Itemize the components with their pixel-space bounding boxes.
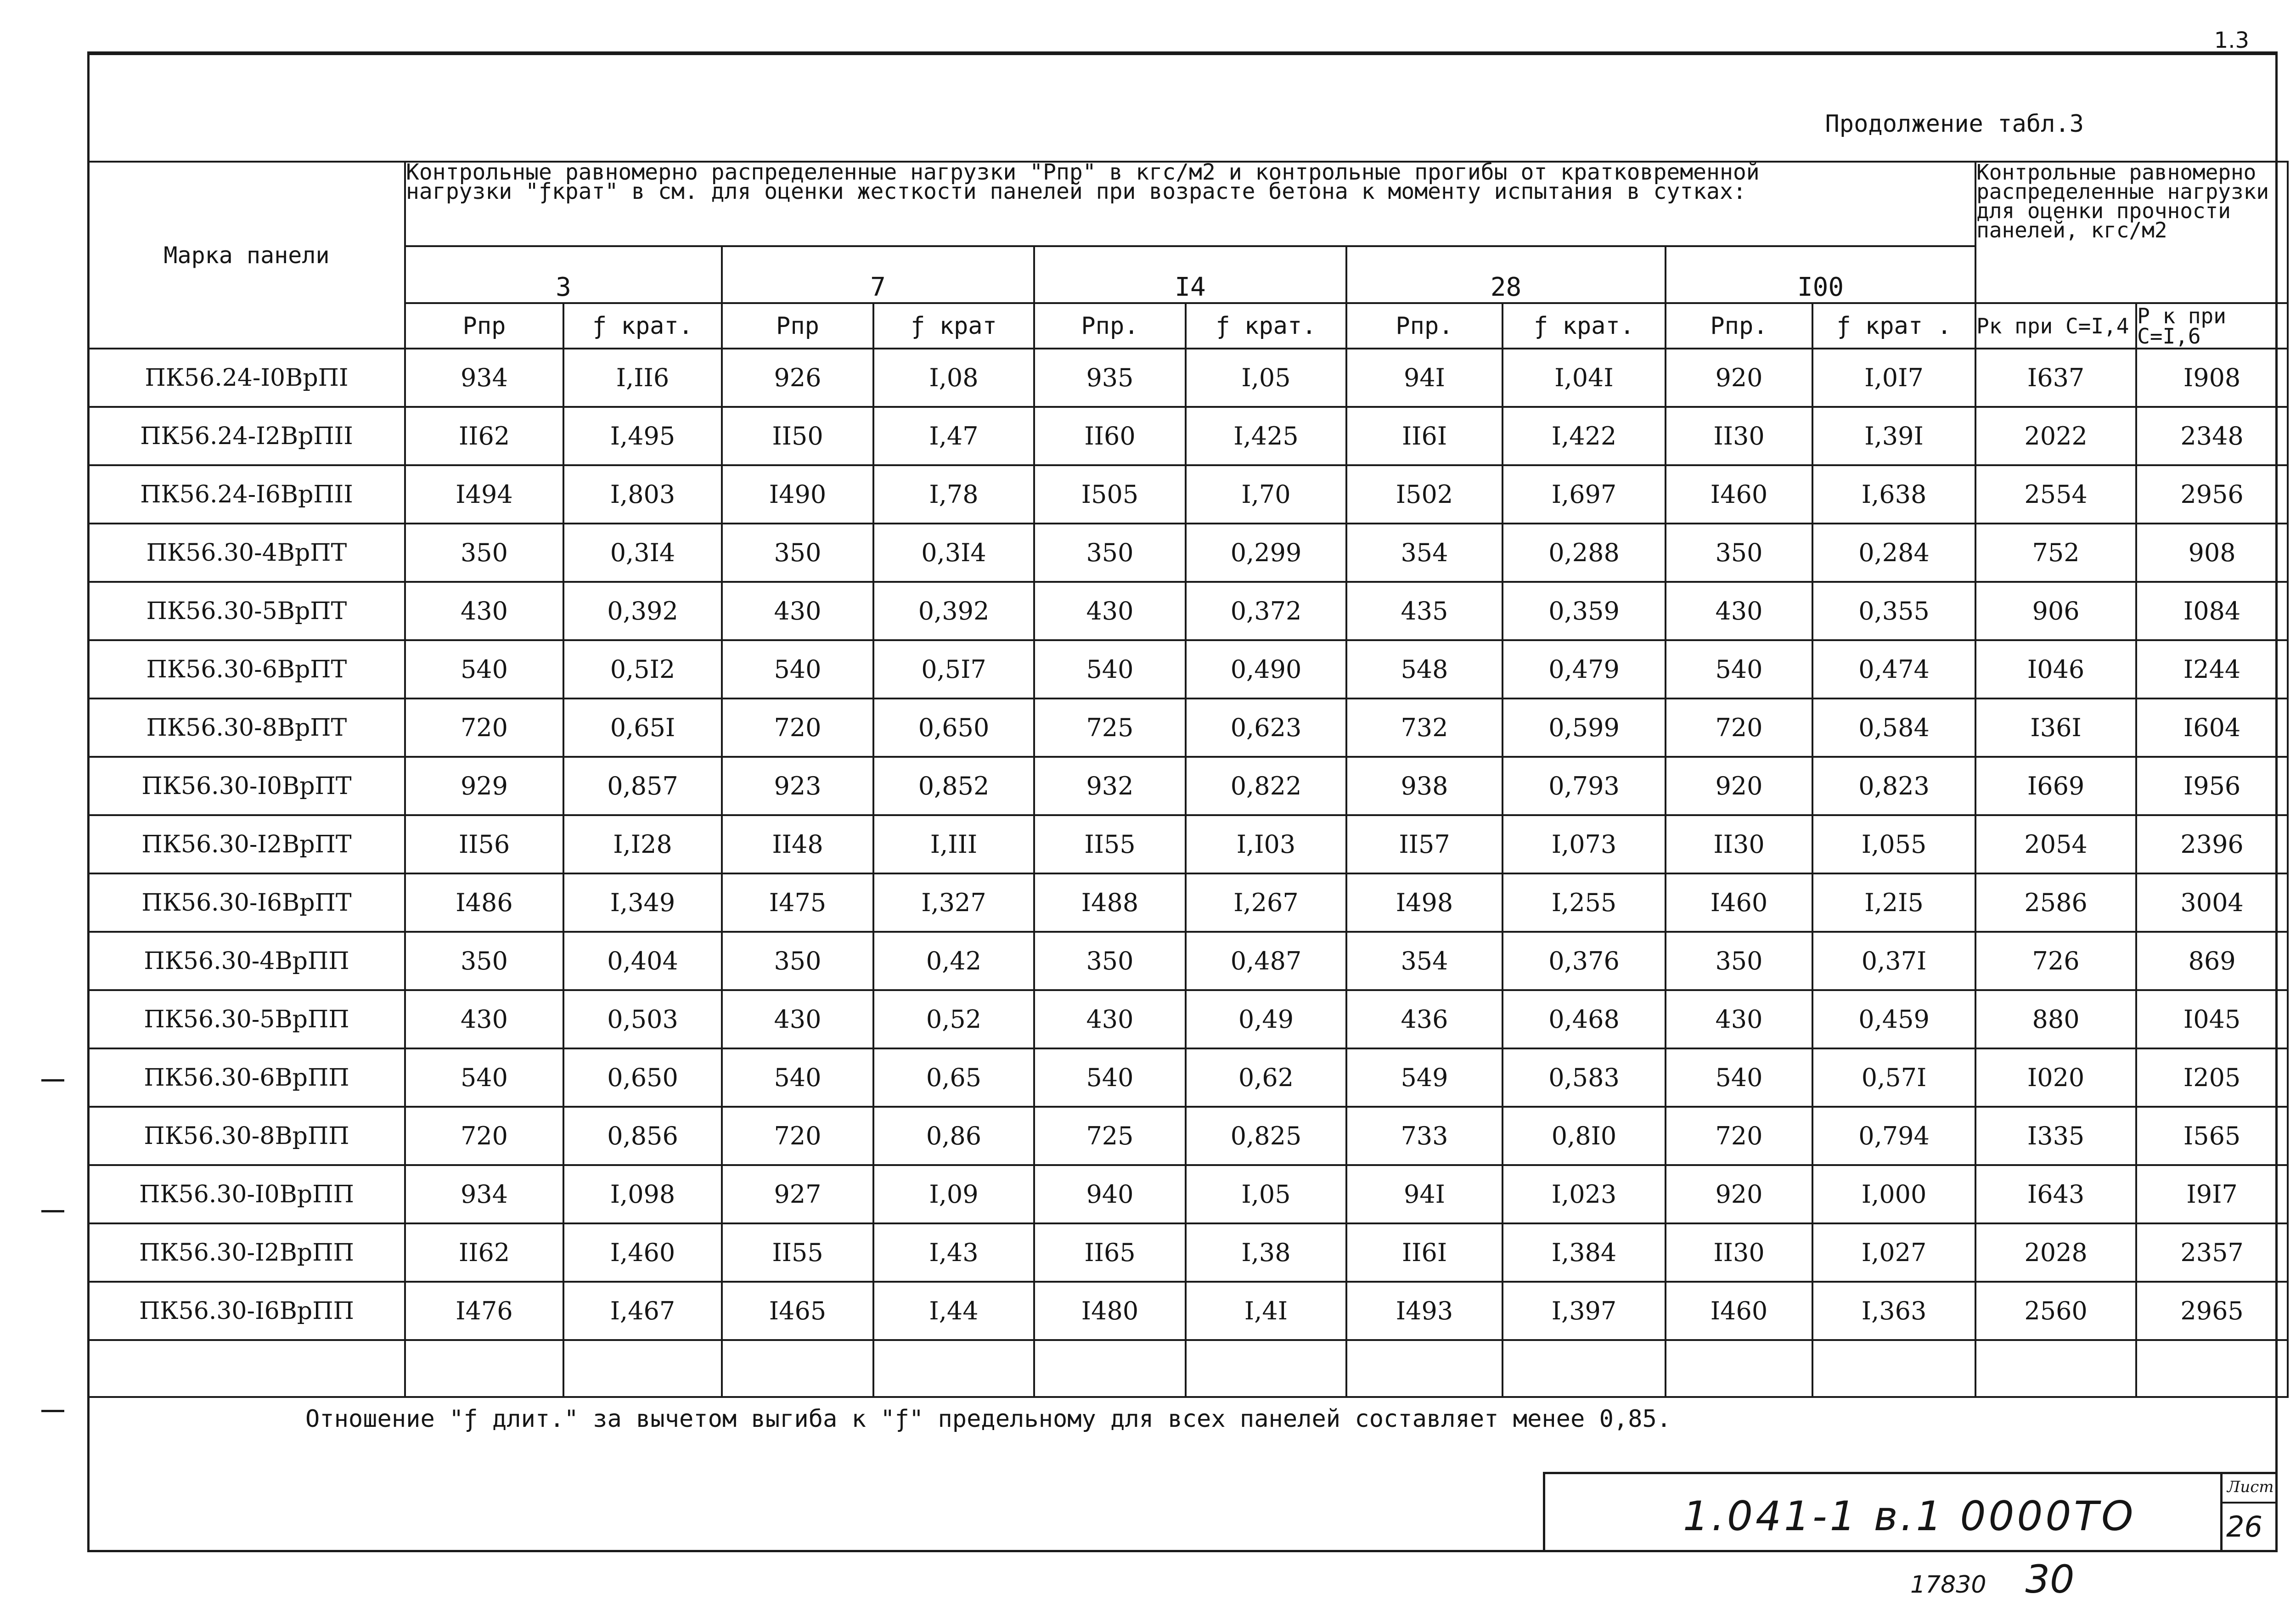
- value-cell: I494: [405, 465, 563, 524]
- table-row: [88, 1223, 2288, 1282]
- table-row: [88, 698, 2288, 757]
- panel-mark-cell: ПК56.24-I6ВрПII: [88, 465, 405, 524]
- age-header: 7: [722, 246, 1034, 303]
- value-cell: 2956: [2136, 465, 2288, 524]
- value-cell: II6I: [1346, 1223, 1503, 1282]
- margin-tick: [41, 1079, 64, 1082]
- value-cell: 0,3I4: [873, 524, 1034, 582]
- value-cell: 549: [1346, 1048, 1503, 1107]
- value-cell: I,4I: [1186, 1282, 1346, 1340]
- value-cell: II55: [1034, 815, 1186, 873]
- value-cell: 350: [405, 932, 563, 990]
- value-cell: I,05: [1186, 1165, 1346, 1223]
- empty-cell: [1975, 1340, 2136, 1397]
- table-row: [88, 582, 2288, 640]
- value-cell: 0,468: [1503, 990, 1666, 1048]
- value-cell: I045: [2136, 990, 2288, 1048]
- table-row: [88, 1165, 2288, 1223]
- deflection-subheader: ƒ крат: [873, 303, 1034, 349]
- value-cell: 430: [1666, 990, 1812, 1048]
- value-cell: 720: [1666, 698, 1812, 757]
- load-subheader: Рпр.: [1034, 303, 1186, 349]
- handwritten-marks: [1910, 1557, 2074, 1602]
- value-cell: 0,65I: [563, 698, 722, 757]
- empty-row: [88, 1340, 2288, 1397]
- empty-cell: [1503, 1340, 1666, 1397]
- deflection-subheader: ƒ крат.: [1503, 303, 1666, 349]
- table-row: [88, 407, 2288, 465]
- stiffness-header-line1: Контрольные равномерно распределенные нагрузки "Рпр" в кгс/м2 и контрольные прогибы от кратковременной: [406, 159, 1760, 185]
- value-cell: I604: [2136, 698, 2288, 757]
- value-cell: 732: [1346, 698, 1503, 757]
- value-cell: I,39I: [1812, 407, 1975, 465]
- value-cell: I046: [1975, 640, 2136, 698]
- value-cell: I498: [1346, 873, 1503, 932]
- table-row: [88, 524, 2288, 582]
- value-cell: 0,503: [563, 990, 722, 1048]
- table-row: [88, 640, 2288, 698]
- value-cell: 880: [1975, 990, 2136, 1048]
- value-cell: I,78: [873, 465, 1034, 524]
- value-cell: 548: [1346, 640, 1503, 698]
- value-cell: I,05: [1186, 349, 1346, 407]
- value-cell: I502: [1346, 465, 1503, 524]
- value-cell: I460: [1666, 1282, 1812, 1340]
- value-cell: 94I: [1346, 349, 1503, 407]
- value-cell: I643: [1975, 1165, 2136, 1223]
- value-cell: 920: [1666, 349, 1812, 407]
- value-cell: 0,8I0: [1503, 1107, 1666, 1165]
- value-cell: I,023: [1503, 1165, 1666, 1223]
- value-cell: 0,474: [1812, 640, 1975, 698]
- value-cell: II62: [405, 1223, 563, 1282]
- value-cell: I,697: [1503, 465, 1666, 524]
- value-cell: 0,359: [1503, 582, 1666, 640]
- value-cell: 934: [405, 1165, 563, 1223]
- value-cell: 2396: [2136, 815, 2288, 873]
- value-cell: I,II6: [563, 349, 722, 407]
- value-cell: II48: [722, 815, 873, 873]
- value-cell: I,027: [1812, 1223, 1975, 1282]
- value-cell: 0,793: [1503, 757, 1666, 815]
- value-cell: 0,5I2: [563, 640, 722, 698]
- load-subheader: Рпр.: [1666, 303, 1812, 349]
- value-cell: 350: [1666, 932, 1812, 990]
- value-cell: I476: [405, 1282, 563, 1340]
- value-cell: I,495: [563, 407, 722, 465]
- value-cell: 0,5I7: [873, 640, 1034, 698]
- value-cell: 720: [405, 698, 563, 757]
- empty-cell: [1034, 1340, 1186, 1397]
- value-cell: II30: [1666, 1223, 1812, 1282]
- value-cell: 0,479: [1503, 640, 1666, 698]
- value-cell: 0,857: [563, 757, 722, 815]
- value-cell: I,073: [1503, 815, 1666, 873]
- value-cell: 540: [405, 640, 563, 698]
- value-cell: 436: [1346, 990, 1503, 1048]
- value-cell: I,255: [1503, 873, 1666, 932]
- value-cell: I,09: [873, 1165, 1034, 1223]
- table-row: [88, 465, 2288, 524]
- value-cell: 908: [2136, 524, 2288, 582]
- value-cell: I084: [2136, 582, 2288, 640]
- value-cell: 430: [722, 990, 873, 1048]
- value-cell: 0,57I: [1812, 1048, 1975, 1107]
- age-header: I4: [1034, 246, 1346, 303]
- value-cell: I908: [2136, 349, 2288, 407]
- value-cell: I36I: [1975, 698, 2136, 757]
- value-cell: II6I: [1346, 407, 1503, 465]
- margin-tick: [41, 1210, 64, 1212]
- value-cell: 350: [405, 524, 563, 582]
- value-cell: 725: [1034, 698, 1186, 757]
- value-cell: II65: [1034, 1223, 1186, 1282]
- value-cell: 929: [405, 757, 563, 815]
- panel-mark-cell: ПК56.24-I0ВрПI: [88, 349, 405, 407]
- empty-cell: [563, 1340, 722, 1397]
- value-cell: 540: [1034, 1048, 1186, 1107]
- value-cell: I205: [2136, 1048, 2288, 1107]
- table-row: [88, 1282, 2288, 1340]
- value-cell: I,43: [873, 1223, 1034, 1282]
- value-cell: I,349: [563, 873, 722, 932]
- value-cell: I,460: [563, 1223, 722, 1282]
- age-header: 28: [1346, 246, 1666, 303]
- value-cell: 0,299: [1186, 524, 1346, 582]
- value-cell: I,384: [1503, 1223, 1666, 1282]
- value-cell: 923: [722, 757, 873, 815]
- value-cell: 2054: [1975, 815, 2136, 873]
- value-cell: I,267: [1186, 873, 1346, 932]
- value-cell: I465: [722, 1282, 873, 1340]
- value-cell: 938: [1346, 757, 1503, 815]
- value-cell: 726: [1975, 932, 2136, 990]
- footnote: Отношение "ƒ длит." за вычетом выгиба к "ƒ" предельному для всех панелей составляет менее 0,85.: [305, 1405, 1671, 1433]
- value-cell: 2022: [1975, 407, 2136, 465]
- value-cell: 350: [1034, 524, 1186, 582]
- value-cell: 0,490: [1186, 640, 1346, 698]
- value-cell: 430: [1034, 582, 1186, 640]
- inventory-number: 17830: [1910, 1571, 1986, 1599]
- value-cell: 2348: [2136, 407, 2288, 465]
- value-cell: 0,37I: [1812, 932, 1975, 990]
- value-cell: 0,288: [1503, 524, 1666, 582]
- value-cell: II62: [405, 407, 563, 465]
- sheet-label: Лист: [2227, 1478, 2274, 1496]
- value-cell: 720: [1666, 1107, 1812, 1165]
- strength-subheader: Р к при С=I,6: [2136, 303, 2288, 349]
- value-cell: I,327: [873, 873, 1034, 932]
- value-cell: I,425: [1186, 407, 1346, 465]
- value-cell: I460: [1666, 465, 1812, 524]
- empty-cell: [722, 1340, 873, 1397]
- value-cell: I475: [722, 873, 873, 932]
- value-cell: I,I03: [1186, 815, 1346, 873]
- value-cell: I,055: [1812, 815, 1975, 873]
- value-cell: 94I: [1346, 1165, 1503, 1223]
- value-cell: 2357: [2136, 1223, 2288, 1282]
- age-header: 3: [405, 246, 722, 303]
- value-cell: I020: [1975, 1048, 2136, 1107]
- table-row: [88, 873, 2288, 932]
- panel-mark-cell: ПК56.30-6ВрПП: [88, 1048, 405, 1107]
- value-cell: I669: [1975, 757, 2136, 815]
- value-cell: 0,584: [1812, 698, 1975, 757]
- value-cell: I956: [2136, 757, 2288, 815]
- value-cell: 540: [722, 640, 873, 698]
- value-cell: 430: [1034, 990, 1186, 1048]
- load-table: [87, 161, 2289, 1398]
- panel-mark-cell: ПК56.30-5ВрПТ: [88, 582, 405, 640]
- panel-mark-cell: ПК56.30-4ВрПП: [88, 932, 405, 990]
- value-cell: 430: [405, 990, 563, 1048]
- empty-cell: [1812, 1340, 1975, 1397]
- value-cell: I,08: [873, 349, 1034, 407]
- value-cell: I,363: [1812, 1282, 1975, 1340]
- value-cell: I480: [1034, 1282, 1186, 1340]
- value-cell: II57: [1346, 815, 1503, 873]
- value-cell: I,44: [873, 1282, 1034, 1340]
- value-cell: 2028: [1975, 1223, 2136, 1282]
- value-cell: 720: [405, 1107, 563, 1165]
- value-cell: 0,49: [1186, 990, 1346, 1048]
- value-cell: 0,62: [1186, 1048, 1346, 1107]
- sheet-box: [2220, 1474, 2278, 1552]
- value-cell: II60: [1034, 407, 1186, 465]
- stiffness-header: [405, 159, 1975, 246]
- value-cell: I,467: [563, 1282, 722, 1340]
- value-cell: II30: [1666, 407, 1812, 465]
- age-header: I00: [1666, 246, 1975, 303]
- value-cell: I486: [405, 873, 563, 932]
- panel-mark-cell: ПК56.30-5ВрПП: [88, 990, 405, 1048]
- value-cell: 0,372: [1186, 582, 1346, 640]
- value-cell: I637: [1975, 349, 2136, 407]
- panel-mark-cell: ПК56.30-I6ВрПП: [88, 1282, 405, 1340]
- empty-cell: [405, 1340, 563, 1397]
- value-cell: 2965: [2136, 1282, 2288, 1340]
- strength-header: Контрольные равномерно распределенные нагрузки для оценки прочности панелей, кгс/м2: [1975, 162, 2288, 303]
- sheet-divider: [2223, 1502, 2278, 1504]
- value-cell: I,47: [873, 407, 1034, 465]
- value-cell: 0,392: [563, 582, 722, 640]
- value-cell: II55: [722, 1223, 873, 1282]
- value-cell: 920: [1666, 1165, 1812, 1223]
- mark-header: Марка панели: [88, 162, 405, 349]
- value-cell: 2586: [1975, 873, 2136, 932]
- title-block: [1543, 1472, 2278, 1552]
- deflection-subheader: ƒ крат.: [563, 303, 722, 349]
- table-row: [88, 1048, 2288, 1107]
- value-cell: 430: [1666, 582, 1812, 640]
- value-cell: 3004: [2136, 873, 2288, 932]
- value-cell: 350: [722, 932, 873, 990]
- stiffness-header-line2: нагрузки "ƒкрат" в см. для оценки жесткости панелей при возрасте бетона к моменту испытания в сутках:: [406, 179, 1746, 204]
- value-cell: I,803: [563, 465, 722, 524]
- value-cell: 0,65: [873, 1048, 1034, 1107]
- document-code: 1.041-1 в.1 0000ТО: [1683, 1493, 2136, 1540]
- value-cell: I335: [1975, 1107, 2136, 1165]
- value-cell: 430: [405, 582, 563, 640]
- value-cell: 0,623: [1186, 698, 1346, 757]
- value-cell: II30: [1666, 815, 1812, 873]
- value-cell: I,70: [1186, 465, 1346, 524]
- value-cell: 725: [1034, 1107, 1186, 1165]
- panel-mark-cell: ПК56.30-8ВрПП: [88, 1107, 405, 1165]
- deflection-subheader: ƒ крат .: [1812, 303, 1975, 349]
- load-subheader: Рпр.: [1346, 303, 1503, 349]
- value-cell: I,397: [1503, 1282, 1666, 1340]
- continuation-label: Продолжение табл.3: [1825, 110, 2084, 138]
- panel-mark-cell: ПК56.30-6ВрПТ: [88, 640, 405, 698]
- value-cell: 720: [722, 1107, 873, 1165]
- value-cell: 0,583: [1503, 1048, 1666, 1107]
- value-cell: I,638: [1812, 465, 1975, 524]
- empty-cell: [1666, 1340, 1812, 1397]
- table-row: [88, 349, 2288, 407]
- value-cell: 926: [722, 349, 873, 407]
- page-number: 30: [2025, 1557, 2075, 1602]
- value-cell: 935: [1034, 349, 1186, 407]
- value-cell: 0,42: [873, 932, 1034, 990]
- deflection-subheader: ƒ крат.: [1186, 303, 1346, 349]
- value-cell: 927: [722, 1165, 873, 1223]
- panel-mark-cell: ПК56.30-I2ВрПТ: [88, 815, 405, 873]
- value-cell: 0,650: [873, 698, 1034, 757]
- value-cell: I,04I: [1503, 349, 1666, 407]
- value-cell: 0,825: [1186, 1107, 1346, 1165]
- value-cell: 540: [405, 1048, 563, 1107]
- panel-mark-cell: ПК56.30-8ВрПТ: [88, 698, 405, 757]
- value-cell: 0,284: [1812, 524, 1975, 582]
- table-row: [88, 1107, 2288, 1165]
- value-cell: I244: [2136, 640, 2288, 698]
- value-cell: I,III: [873, 815, 1034, 873]
- value-cell: 0,52: [873, 990, 1034, 1048]
- panel-mark-cell: ПК56.30-I0ВрПТ: [88, 757, 405, 815]
- panel-mark-cell: ПК56.30-I6ВрПТ: [88, 873, 405, 932]
- value-cell: 0,794: [1812, 1107, 1975, 1165]
- value-cell: I,422: [1503, 407, 1666, 465]
- value-cell: 869: [2136, 932, 2288, 990]
- value-cell: 354: [1346, 932, 1503, 990]
- value-cell: 354: [1346, 524, 1503, 582]
- empty-cell: [1186, 1340, 1346, 1397]
- panel-mark-cell: ПК56.24-I2ВрПII: [88, 407, 405, 465]
- value-cell: 920: [1666, 757, 1812, 815]
- value-cell: 0,355: [1812, 582, 1975, 640]
- table-row: [88, 990, 2288, 1048]
- corner-mark: 1.3: [2214, 28, 2249, 53]
- panel-mark-cell: ПК56.30-4ВрПТ: [88, 524, 405, 582]
- strength-subheader: Рк при С=I,4: [1975, 303, 2136, 349]
- load-subheader: Рпр: [405, 303, 563, 349]
- value-cell: 0,852: [873, 757, 1034, 815]
- value-cell: 350: [722, 524, 873, 582]
- value-cell: 540: [1666, 1048, 1812, 1107]
- value-cell: 0,404: [563, 932, 722, 990]
- value-cell: I565: [2136, 1107, 2288, 1165]
- value-cell: I460: [1666, 873, 1812, 932]
- value-cell: 540: [1034, 640, 1186, 698]
- value-cell: 934: [405, 349, 563, 407]
- value-cell: I,0I7: [1812, 349, 1975, 407]
- empty-cell: [873, 1340, 1034, 1397]
- value-cell: 0,599: [1503, 698, 1666, 757]
- value-cell: I,38: [1186, 1223, 1346, 1282]
- value-cell: I493: [1346, 1282, 1503, 1340]
- value-cell: 350: [1666, 524, 1812, 582]
- table-row: [88, 757, 2288, 815]
- value-cell: 940: [1034, 1165, 1186, 1223]
- value-cell: 0,376: [1503, 932, 1666, 990]
- table-row: [88, 932, 2288, 990]
- value-cell: I,I28: [563, 815, 722, 873]
- value-cell: 932: [1034, 757, 1186, 815]
- value-cell: 0,856: [563, 1107, 722, 1165]
- empty-cell: [2136, 1340, 2288, 1397]
- value-cell: 0,3I4: [563, 524, 722, 582]
- value-cell: 0,86: [873, 1107, 1034, 1165]
- value-cell: 350: [1034, 932, 1186, 990]
- empty-cell: [1346, 1340, 1503, 1397]
- value-cell: I,2I5: [1812, 873, 1975, 932]
- value-cell: 0,459: [1812, 990, 1975, 1048]
- value-cell: 906: [1975, 582, 2136, 640]
- table-row: [88, 815, 2288, 873]
- value-cell: 720: [722, 698, 873, 757]
- value-cell: II50: [722, 407, 873, 465]
- value-cell: 0,392: [873, 582, 1034, 640]
- value-cell: 0,822: [1186, 757, 1346, 815]
- value-cell: 540: [1666, 640, 1812, 698]
- load-subheader: Рпр: [722, 303, 873, 349]
- value-cell: I,000: [1812, 1165, 1975, 1223]
- value-cell: 752: [1975, 524, 2136, 582]
- sheet-number: 26: [2226, 1510, 2262, 1543]
- value-cell: 0,823: [1812, 757, 1975, 815]
- value-cell: 2560: [1975, 1282, 2136, 1340]
- value-cell: 0,650: [563, 1048, 722, 1107]
- value-cell: 430: [722, 582, 873, 640]
- value-cell: II56: [405, 815, 563, 873]
- value-cell: I505: [1034, 465, 1186, 524]
- value-cell: 435: [1346, 582, 1503, 640]
- value-cell: 0,487: [1186, 932, 1346, 990]
- panel-mark-cell: ПК56.30-I0ВрПП: [88, 1165, 405, 1223]
- empty-cell: [88, 1340, 405, 1397]
- value-cell: 733: [1346, 1107, 1503, 1165]
- value-cell: 540: [722, 1048, 873, 1107]
- value-cell: I,098: [563, 1165, 722, 1223]
- value-cell: 2554: [1975, 465, 2136, 524]
- margin-tick: [41, 1410, 64, 1412]
- panel-mark-cell: ПК56.30-I2ВрПП: [88, 1223, 405, 1282]
- value-cell: I490: [722, 465, 873, 524]
- value-cell: I9I7: [2136, 1165, 2288, 1223]
- value-cell: I488: [1034, 873, 1186, 932]
